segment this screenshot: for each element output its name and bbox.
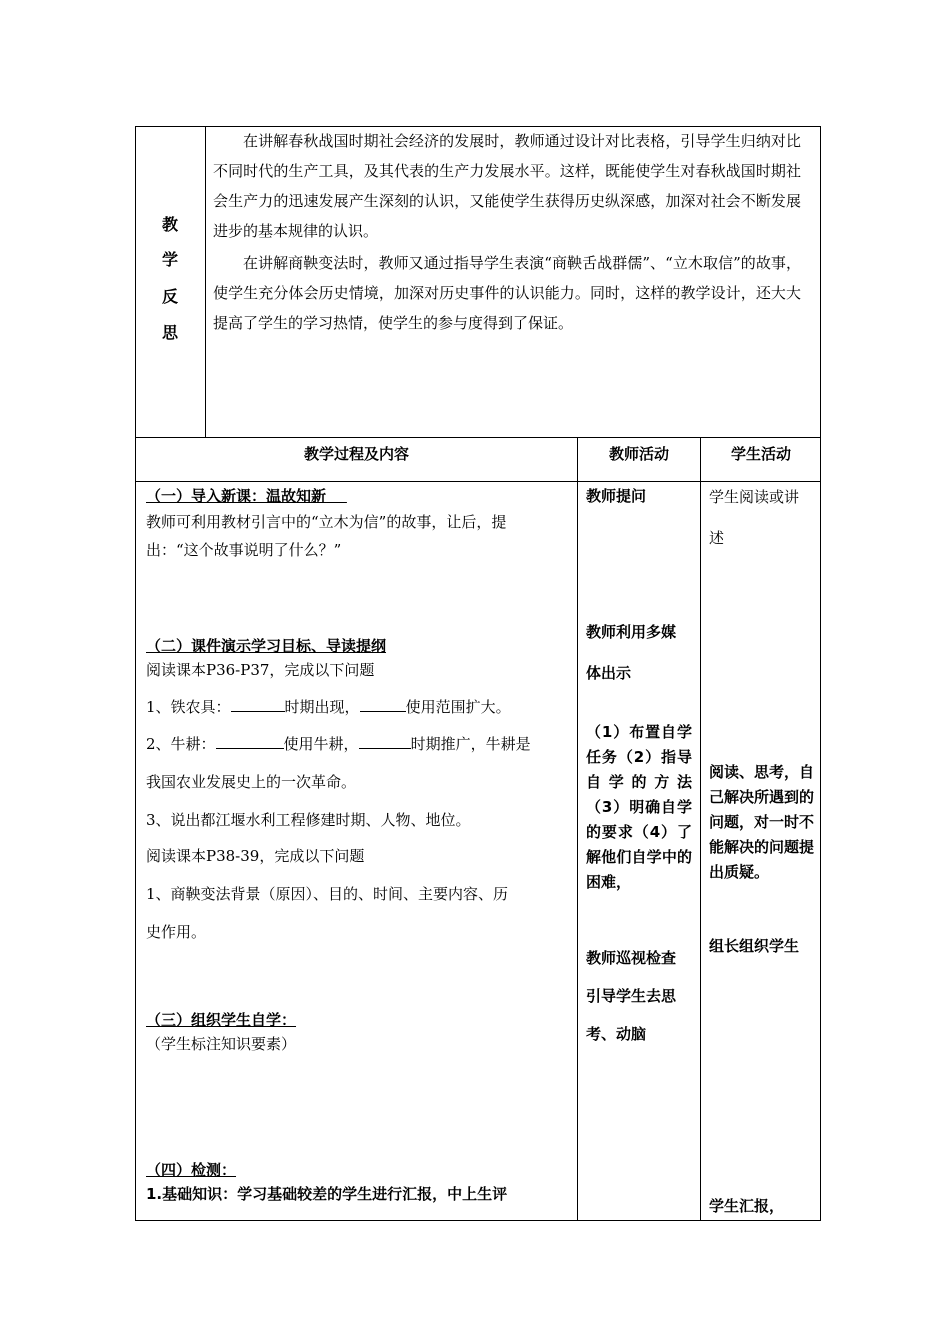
reflection-label-4: 思 bbox=[161, 323, 178, 342]
section-2-reading-1: 阅读课本P36-P37，完成以下问题 bbox=[146, 661, 375, 679]
col-divider-1 bbox=[577, 437, 578, 1220]
teacher-multimedia-2: 体出示 bbox=[586, 664, 632, 682]
teacher-multimedia-1: 教师利用多媒 bbox=[586, 623, 677, 641]
section-2-reading-2: 阅读课本P38-39，完成以下问题 bbox=[146, 847, 365, 865]
header-student-activity: 学生活动 bbox=[730, 445, 791, 463]
section-1-title: （一）导入新课：温故知新 bbox=[146, 487, 327, 505]
teacher-patrol-3: 考、动脑 bbox=[586, 1025, 647, 1043]
reflection-paragraph-2: 在讲解商鞅变法时，教师又通过指导学生表演“商鞅舌战群儒”、“立木取信”的故事，使学生充分体会历史情境，加深对历史事件的认识能力。同时，这样的教学设计，还大大提高了学生的学习热情，使学生的参与度得到了保证。 bbox=[213, 254, 801, 332]
student-group-leader: 组长组织学生 bbox=[709, 937, 800, 955]
header-teacher-activity: 教师活动 bbox=[608, 445, 669, 463]
question-shang-yang-2: 史作用。 bbox=[146, 923, 207, 941]
question-iron-tools: 1、铁农具： 时期出现， 使用范围扩大。 bbox=[146, 698, 511, 716]
student-reading-1: 学生阅读或讲 bbox=[709, 488, 800, 506]
section-1-line-1: 教师可利用教材引言中的“立木为信”的故事，让后，提 bbox=[146, 513, 507, 531]
section-4-line: 1.基础知识：学习基础较差的学生进行汇报，中上生评 bbox=[146, 1185, 508, 1203]
blank-4[interactable] bbox=[359, 734, 411, 749]
header-process-content: 教学过程及内容 bbox=[303, 445, 409, 463]
header-bottom-border bbox=[136, 481, 821, 482]
student-think: 阅读、思考，自己解决所遇到的问题，对一时不能解决的问题提出质疑。 bbox=[709, 763, 815, 881]
blank-1[interactable] bbox=[231, 697, 285, 712]
reflection-label-1: 教 bbox=[161, 215, 178, 234]
blank-3[interactable] bbox=[216, 734, 284, 749]
student-report: 学生汇报， bbox=[709, 1197, 785, 1215]
question-dujiangyan: 3、说出都江堰水利工程修建时期、人物、地位。 bbox=[146, 811, 471, 829]
section-3-note: （学生标注知识要素） bbox=[146, 1035, 297, 1053]
reflection-divider bbox=[205, 127, 206, 438]
reflection-table bbox=[135, 126, 821, 438]
blank-2[interactable] bbox=[360, 697, 406, 712]
reflection-label-2: 学 bbox=[161, 250, 178, 269]
question-shang-yang-1: 1、商鞅变法背景（原因）、目的、时间、主要内容、历 bbox=[146, 885, 509, 903]
student-reading-2: 述 bbox=[709, 529, 725, 547]
reflection-label-3: 反 bbox=[161, 287, 178, 306]
section-1-line-2: 出：“这个故事说明了什么？” bbox=[146, 541, 342, 559]
header-top-border bbox=[136, 437, 821, 438]
section-3-title: （三）组织学生自学： bbox=[146, 1011, 297, 1029]
teacher-self-study-guide: （1）布置自学任务（2）指导自学的方法（3）明确自学的要求（4）了解他们自学中的困难， bbox=[586, 723, 692, 891]
section-4-title: （四）检测： bbox=[146, 1161, 237, 1179]
reflection-paragraph-1: 在讲解春秋战国时期社会经济的发展时，教师通过设计对比表格，引导学生归纳对比不同时代的生产工具，及其代表的生产力发展水平。这样，既能使学生对春秋战国时期社会生产力的迅速发展产生深刻的认识，又能使学生获得历史纵深感，加深对社会不断发展进步的基本规律的认识。 bbox=[213, 132, 801, 240]
section-2-title: （二）课件演示学习目标、导读提纲 bbox=[146, 637, 387, 655]
teacher-question: 教师提问 bbox=[586, 487, 647, 505]
question-ox-plough-cont: 我国农业发展史上的一次革命。 bbox=[146, 773, 357, 791]
teacher-patrol-2: 引导学生去思 bbox=[586, 987, 677, 1005]
teacher-patrol-1: 教师巡视检查 bbox=[586, 949, 677, 967]
col-divider-2 bbox=[700, 437, 701, 1220]
question-ox-plough: 2、牛耕： 使用牛耕， 时期推广，牛耕是 bbox=[146, 735, 531, 753]
